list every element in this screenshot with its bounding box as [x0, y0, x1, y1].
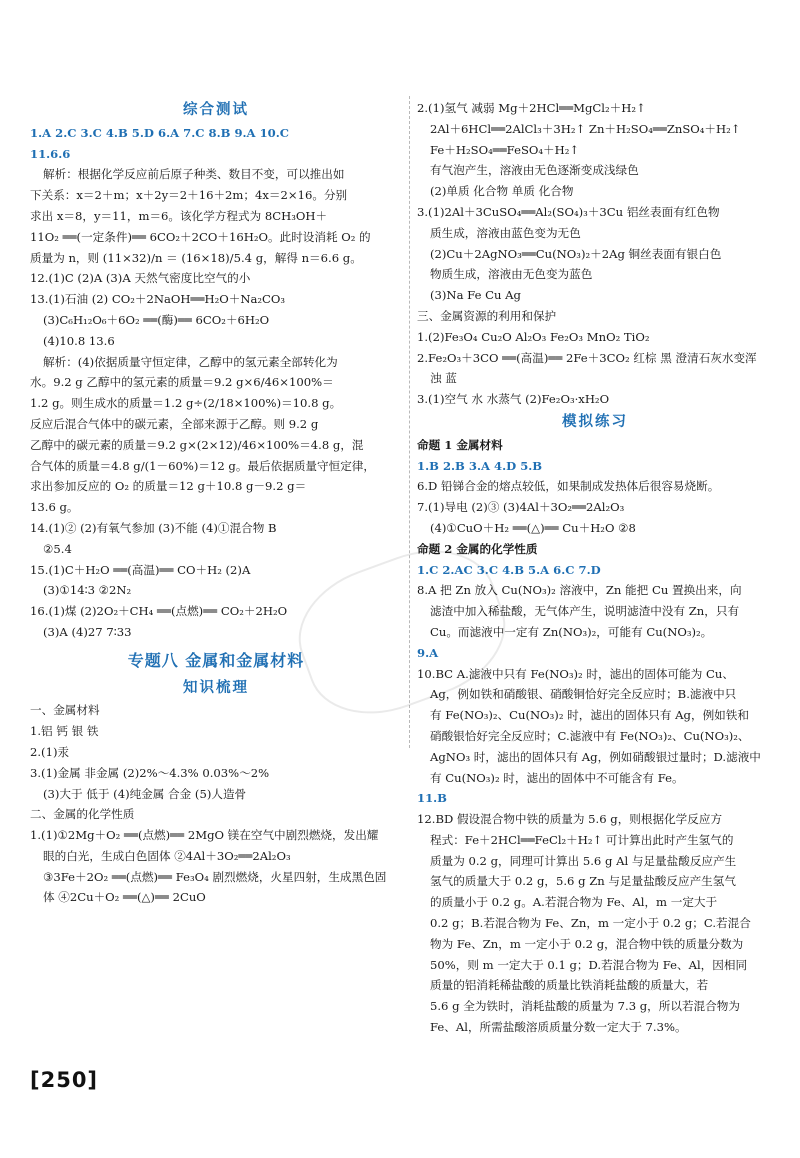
answer-line: (2)单质 化合物 单质 化合物: [430, 184, 574, 199]
answer-line: 三、金属资源的利用和保护: [417, 308, 557, 323]
answer-line: 16.(1)煤 (2)2O₂＋CH₄ ══(点燃)══ CO₂＋2H₂O: [30, 604, 288, 619]
page-number: [250]: [30, 1068, 99, 1092]
answer-line: AgNO₃ 时，滤出的固体只有 Ag，例如硝酸银过量时；D.滤液中: [430, 749, 761, 764]
answers-block-1: [30, 123, 402, 643]
answer-line: 1.A 2.C 3.C 4.B 5.D 6.A 7.C 8.B 9.A 10.C: [30, 125, 289, 140]
answer-line: 物为 Fe、Zn，m 一定小于 0.2 g，混合物中铁的质量分数为: [430, 936, 744, 951]
answer-line: 有气泡产生，溶液由无色逐渐变成浅绿色: [430, 163, 639, 178]
answer-line: 乙醇中的碳元素的质量＝9.2 g×(2×12)/46×100%＝4.8 g，混: [30, 437, 364, 452]
answer-line: 1.B 2.B 3.A 4.D 5.B: [417, 458, 543, 473]
answer-line: 1.(1)①2Mg＋O₂ ══(点燃)══ 2MgO 镁在空气中剧烈燃烧，发出耀: [30, 828, 379, 843]
answer-line: (2)Cu＋2AgNO₃══Cu(NO₃)₂＋2Ag 铜丝表面有银白色: [430, 246, 722, 261]
section-heading-knowledge: 知识梳理: [183, 678, 249, 696]
answer-line: 12.(1)C (2)A (3)A 天然气密度比空气的小: [30, 271, 251, 286]
answer-line: Fe、Al，所需盐酸溶质质量分数一定大于 7.3%。: [430, 1020, 687, 1035]
answer-line: 求出 x＝8，y＝11，m＝6。该化学方程式为 8CH₃OH＋: [30, 208, 328, 223]
answer-line: 2.Fe₂O₃＋3CO ══(高温)══ 2Fe＋3CO₂ 红棕 黑 澄清石灰水变浑: [417, 350, 757, 365]
answer-line: 质量为 0.2 g，同理可计算出 5.6 g Al 与足量盐酸反应产生: [430, 853, 737, 868]
answer-line: 质量的铝消耗稀盐酸的质量比铁消耗盐酸的质量大，若: [430, 978, 709, 993]
answers-block-5: [417, 560, 773, 1038]
answer-line: 2.(1)氢气 减弱 Mg＋2HCl══MgCl₂＋H₂↑: [417, 101, 646, 115]
answer-line: (3)C₆H₁₂O₆＋6O₂ ══(酶)══ 6CO₂＋6H₂O: [43, 312, 270, 327]
answers-block-2: [30, 700, 402, 908]
answer-line: 5.6 g 全为铁时，消耗盐酸的质量为 7.3 g，所以若混合物为: [430, 999, 740, 1014]
answer-line: 10.BC A.滤液中只有 Fe(NO₃)₂ 时，滤出的固体可能为 Cu、: [417, 666, 734, 681]
answer-line: 11.6.6: [30, 146, 71, 161]
answer-line: 14.(1)② (2)有氧气参加 (3)不能 (4)①混合物 B: [30, 520, 277, 535]
answer-line: 9.A: [417, 645, 439, 660]
answer-line: 硝酸银恰好完全反应时；C.滤液中有 Fe(NO₃)₂、Cu(NO₃)₂、: [430, 728, 750, 743]
answer-line: 1.C 2.AC 3.C 4.B 5.A 6.C 7.D: [417, 562, 601, 577]
answer-line: 眼的白光，生成白色固体 ②4Al＋3O₂══2Al₂O₃: [43, 848, 291, 863]
answer-line: 程式：Fe＋2HCl══FeCl₂＋H₂↑ 可计算出此时产生氢气的: [430, 832, 734, 847]
left-column: [30, 98, 402, 908]
answer-line: 有 Cu(NO₃)₂ 时，滤出的固体中不可能含有 Fe。: [430, 770, 684, 785]
answer-line: 的质量小于 0.2 g。A.若混合物为 Fe、Al，m 一定大于: [430, 895, 718, 910]
answer-line: 11.B: [417, 791, 447, 806]
answer-line: 12.BD 假设混合物中铁的质量为 5.6 g，则根据化学反应方: [417, 812, 723, 827]
answer-line: 合气体的质量＝4.8 g/(1－60%)＝12 g。最后依据质量守恒定律，: [30, 458, 375, 473]
answer-line: 13.(1)石油 (2) CO₂＋2NaOH══H₂O＋Na₂CO₃: [30, 292, 286, 307]
answer-line: 0.2 g；B.若混合物为 Fe、Zn，m 一定小于 0.2 g；C.若混合: [430, 916, 751, 931]
answer-line: (3)Na Fe Cu Ag: [430, 288, 521, 303]
answer-line: 氢气的质量大于 0.2 g，5.6 g Zn 与足量盐酸反应产生氢气: [430, 874, 736, 889]
answer-line: 体 ④2Cu＋O₂ ══(△)══ 2CuO: [43, 890, 206, 905]
answer-line: 2Al＋6HCl══2AlCl₃＋3H₂↑ Zn＋H₂SO₄══ZnSO₄＋H₂↑: [430, 121, 741, 136]
answer-line: 反应后混合气体中的碳元素，全部来源于乙醇。则 9.2 g: [30, 416, 319, 431]
answer-line: Cu。而滤液中一定有 Zn(NO₃)₂，可能有 Cu(NO₃)₂。: [430, 624, 713, 639]
answer-line: 水。9.2 g 乙醇中的氢元素的质量＝9.2 g×6/46×100%＝: [30, 375, 334, 390]
answer-line: 1.2 g。则生成水的质量＝1.2 g÷(2/18×100%)＝10.8 g。: [30, 396, 342, 411]
section-heading-practice: 模拟练习: [562, 412, 628, 430]
answer-line: Fe＋H₂SO₄══FeSO₄＋H₂↑: [430, 142, 580, 157]
answer-line: 13.6 g。: [30, 500, 79, 515]
topic-title: 专题八 金属和金属材料: [127, 650, 305, 670]
proposition-1-heading: 命题 1 金属材料: [417, 437, 503, 452]
answer-line: 二、金属的化学性质: [30, 807, 135, 822]
answer-line: 6.D 铅锑合金的熔点较低，如果制成发热体后很容易烧断。: [417, 479, 720, 494]
answer-line: (3)A (4)27 7∶33: [43, 624, 132, 639]
answer-line: 7.(1)导电 (2)③ (3)4Al＋3O₂══2Al₂O₃: [417, 500, 625, 515]
answer-line: ②5.4: [43, 541, 72, 556]
answer-line: 滤渣中加入稀盐酸，无气体产生，说明滤渣中没有 Zn，只有: [430, 604, 740, 619]
section-heading-comprehensive-test: 综合测试: [183, 101, 249, 118]
answer-line: 1.(2)Fe₃O₄ Cu₂O Al₂O₃ Fe₂O₃ MnO₂ TiO₂: [417, 329, 650, 344]
answer-line: 浊 蓝: [430, 371, 457, 386]
answer-line: ③3Fe＋2O₂ ══(点燃)══ Fe₃O₄ 剧烈燃烧，火星四射，生成黑色固: [43, 869, 387, 884]
answer-line: 50%，则 m 一定大于 0.1 g；D.若混合物为 Fe、Al，因相同: [430, 957, 748, 972]
answer-line: (4)10.8 13.6: [43, 333, 115, 348]
answer-line: 1.铝 钙 银 铁: [30, 724, 99, 739]
proposition-2-heading: 命题 2 金属的化学性质: [417, 541, 538, 556]
answer-line: 15.(1)C＋H₂O ══(高温)══ CO＋H₂ (2)A: [30, 562, 251, 577]
answer-line: 3.(1)空气 水 水蒸气 (2)Fe₂O₃·xH₂O: [417, 392, 610, 407]
answer-line: 下关系：x＝2＋m；x＋2y＝2＋16＋2m；4x＝2×16。分别: [30, 188, 348, 203]
answer-line: 解析：根据化学反应前后原子种类、数目不变，可以推出如: [43, 167, 345, 182]
answer-line: 8.A 把 Zn 放入 Cu(NO₃)₂ 溶液中，Zn 能把 Cu 置换出来，向: [417, 583, 742, 598]
answer-line: 3.(1)2Al＋3CuSO₄══Al₂(SO₄)₃＋3Cu 铝丝表面有红色物: [417, 204, 720, 219]
answers-block-3: [417, 98, 773, 410]
answer-line: 解析：(4)依据质量守恒定律，乙醇中的氢元素全部转化为: [43, 354, 338, 369]
answer-line: (3)大于 低于 (4)纯金属 合金 (5)人造骨: [43, 786, 247, 801]
answer-line: 质量为 n，则 (11×32)/n ＝ (16×18)/5.4 g，解得 n＝6.6 g。: [30, 250, 362, 265]
answer-line: 质生成，溶液由蓝色变为无色: [430, 225, 581, 240]
answer-line: 有 Fe(NO₃)₂、Cu(NO₃)₂ 时，滤出的固体只有 Ag，例如铁和: [430, 708, 749, 723]
answer-line: 3.(1)金属 非金属 (2)2%～4.3% 0.03%～2%: [30, 765, 270, 780]
answer-line: Ag，例如铁和硝酸银、硝酸铜恰好完全反应时；B.滤液中只: [430, 687, 737, 702]
answer-line: (4)①CuO＋H₂ ══(△)══ Cu＋H₂O ②8: [430, 520, 636, 535]
answer-line: (3)①14∶3 ②2N₂: [43, 583, 132, 598]
answer-line: 一、金属材料: [30, 703, 100, 718]
answer-line: 物质生成，溶液由无色变为蓝色: [430, 267, 593, 282]
answer-line: 2.(1)汞: [30, 744, 70, 759]
answers-block-4: [417, 456, 773, 539]
answer-line: 求出参加反应的 O₂ 的质量＝12 g＋10.8 g－9.2 g＝: [30, 479, 307, 494]
answer-line: 11O₂ ══(一定条件)══ 6CO₂＋2CO＋16H₂O。此时设消耗 O₂ 的: [30, 229, 371, 244]
right-column: [417, 98, 773, 1038]
